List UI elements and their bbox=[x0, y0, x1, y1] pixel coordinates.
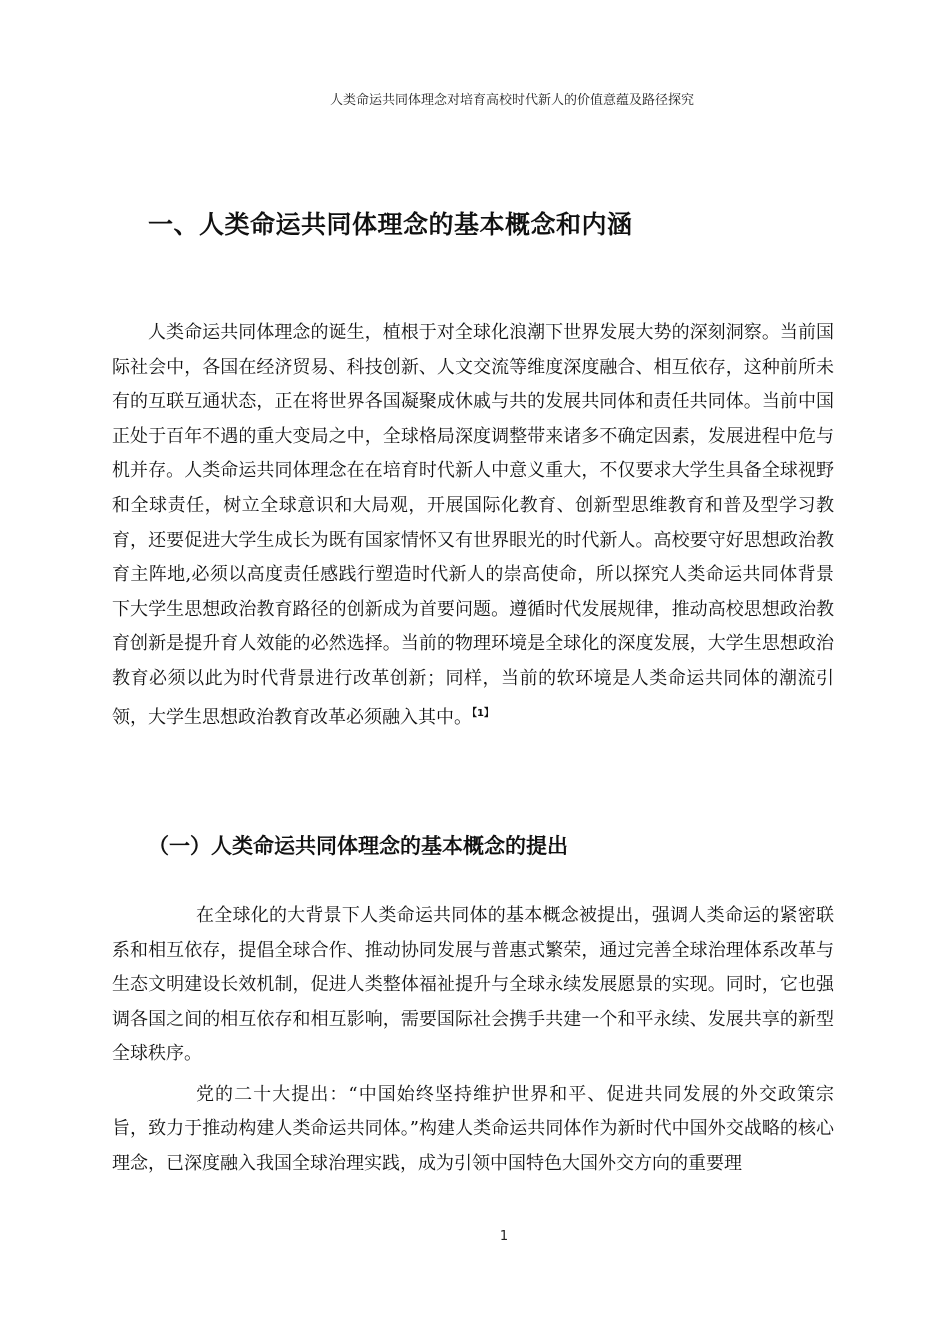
running-header: 人类命运共同体理念对培育高校时代新人的价值意蕴及路径探究 bbox=[330, 93, 695, 108]
body-paragraph bbox=[112, 316, 834, 735]
body-paragraph: 在全球化的大背景下人类命运共同体的基本概念被提出，强调人类命运的紧密联系和相互依存，提倡全球合作、推动协同发展与普惠式繁荣，通过完善全球治理体系改革与生态文明建设长效机制，促进人类整体福祉提升与全球永续发展愿景的实现。同时，它也强调各国之间的相互依存和相互影响，需要国际社会携手共建一个和平永续、发展共享的新型全球秩序。 bbox=[112, 905, 834, 1065]
paragraph-text: 人类命运共同体理念的诞生，植根于对全球化浪潮下世界发展大势的深刻洞察。当前国际社会中，各国在经济贸易、科技创新、人文交流等维度深度融合、相互依存，这种前所未有的互联互通状态，正在将世界各国凝聚成休戚与共的发展共同体和责任共同体。当前中国正处于百年不遇的重大变局之中，全球格局深度调整带来诸多不确定因素，发展进程中危与机并存。人类命运共同体理念在在培育时代新人中意义重大，不仅要求大学生具备全球视野和全球责任，树立全球意识和大局观，开展国际化教育、创新型思维教育和普及型学习教育，还要促进大学生成长为既有国家情怀又有世界眼光的时代新人。高校要守好思想政治教育主阵地,必须以高度责任感践行塑造时代新人的崇高使命，所以探究人类命运共同体背景下大学生思想政治教育路径的创新成为首要问题。遵循时代发展规律，推动高校思想政治教育创新是提升育人效能的必然选择。当前的物理环境是全球化的深度发展，大学生思想政治教育必须以此为时代背景进行改革创新；同样，当前的软环境是人类命运共同体的潮流引领，大学生思想政治教育改革必须融入其中。 bbox=[112, 322, 834, 728]
body-paragraph: 党的二十大提出：“中国始终坚持维护世界和平、促进共同发展的外交政策宗旨，致力于推动构建人类命运共同体。”构建人类命运共同体作为新时代中国外交战略的核心理念，已深度融入我国全球治理实践，成为引领中国特色大国外交方向的重要理 bbox=[112, 1084, 834, 1174]
subsection-heading: （一）人类命运共同体理念的基本概念的提出 bbox=[148, 834, 568, 858]
page-number: 1 bbox=[499, 1229, 509, 1244]
section-heading: 一、人类命运共同体理念的基本概念和内涵 bbox=[148, 210, 633, 239]
citation-marker[interactable]: 【1】 bbox=[472, 707, 494, 719]
